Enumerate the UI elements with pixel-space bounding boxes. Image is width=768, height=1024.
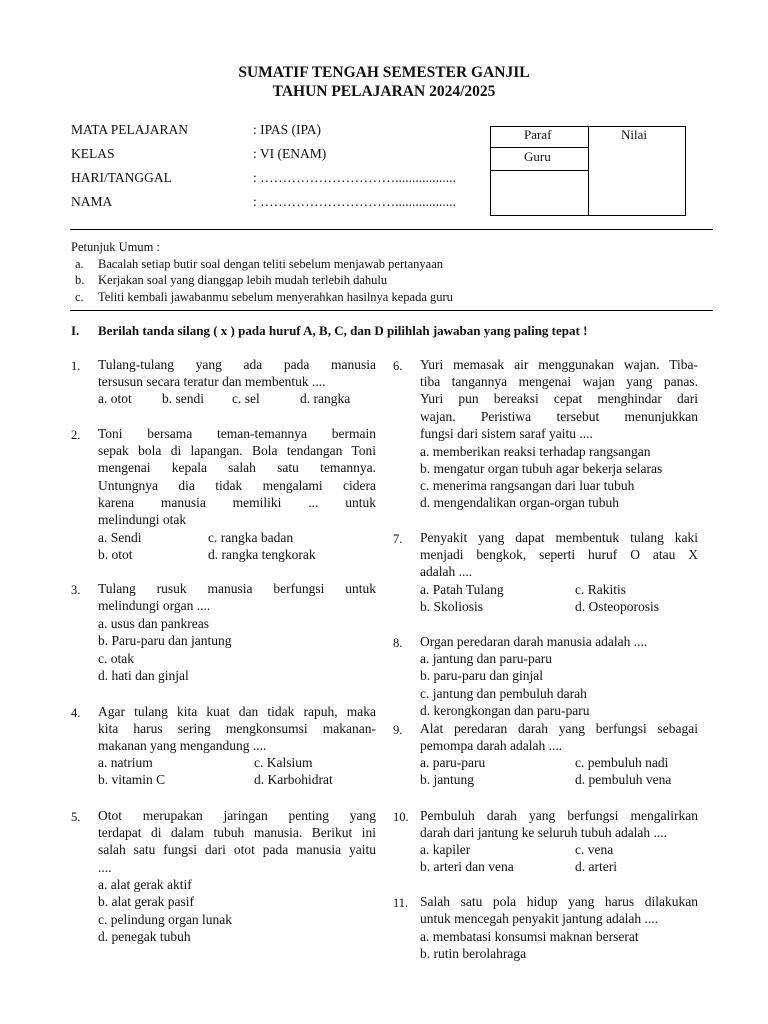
nilai-label: Nilai (621, 127, 647, 142)
question-10-option[interactable]: b. arteri dan vena (420, 859, 514, 874)
question-number: 5. (71, 810, 81, 824)
question-7-option[interactable]: d. Osteoporosis (575, 599, 659, 614)
question-number: 9. (393, 723, 403, 737)
question-8-text: Organ peredaran darah manusia adalah .... (420, 634, 648, 649)
label-class: KELAS (71, 146, 115, 161)
question-9-option[interactable]: d. pembuluh vena (575, 772, 672, 787)
value-subject: : IPAS (IPA) (253, 122, 322, 137)
question-4-option[interactable]: b. vitamin C (98, 772, 166, 787)
question-4-text: Agar tulang kita kuat dan tidak rapuh, maka kita harus sering mengkonsumsi makanan- makanan yang mengandung .... (98, 704, 376, 754)
question-10-option[interactable]: c. vena (575, 842, 614, 857)
question-10-option[interactable]: a. kapiler (420, 842, 471, 857)
question-11-option[interactable]: b. rutin berolahraga (420, 946, 527, 961)
question-number: 6. (393, 359, 403, 373)
question-10-option[interactable]: d. arteri (575, 859, 617, 874)
question-7-text: Penyakit yang dapat membentuk tulang kaki menjadi bengkok, seperti huruf O atau X adalah .... (420, 530, 698, 580)
question-9-text: Alat peredaran darah yang berfungsi sebagai pemompa darah adalah .... (420, 721, 698, 754)
question-3-option[interactable]: d. hati dan ginjal (98, 668, 189, 683)
instruction-item: Teliti kembali jawabanmu sebelum menyerahkan hasilnya kepada guru (98, 290, 453, 304)
question-number: 8. (393, 636, 403, 650)
question-number: 2. (71, 428, 81, 442)
question-8-option[interactable]: a. jantung dan paru-paru (420, 651, 552, 666)
document-title: SUMATIF TENGAH SEMESTER GANJIL (238, 64, 530, 81)
document-subtitle: TAHUN PELAJARAN 2024/2025 (272, 83, 496, 100)
section-number: I. (71, 323, 80, 338)
question-6-text: Yuri memasak air menggunakan wajan. Tiba- tiba tangannya mengenai wajan yang panas. Yuri pun bereaksi cepat menghindar dari wajan. Peristiwa tersebut menunjukkan fungsi dari sistem saraf yaitu .... (420, 357, 698, 441)
question-4-option[interactable]: a. natrium (98, 755, 153, 770)
question-number: 10. (393, 810, 409, 824)
label-name: NAMA (71, 194, 113, 209)
question-1-text: Tulang-tulang yang ada pada manusia tersusun secara teratur dan membentuk .... (98, 357, 376, 390)
instructions-heading: Petunjuk Umum : (71, 240, 160, 254)
paraf-label: Paraf (524, 127, 552, 142)
question-7-option[interactable]: b. Skoliosis (420, 599, 484, 614)
question-3-option[interactable]: b. Paru-paru dan jantung (98, 633, 232, 648)
question-4-option[interactable]: c. Kalsium (254, 755, 313, 770)
question-9-option[interactable]: b. jantung (420, 772, 474, 787)
question-5-text: Otot merupakan jaringan penting yang terdapat di dalam tubuh manusia. Berikut ini salah satu fungsi dari otot pada manusia yaitu .... (98, 808, 376, 875)
question-6-option[interactable]: b. mengatur organ tubuh agar bekerja selaras (420, 461, 663, 476)
instruction-item: Bacalah setiap butir soal dengan teliti sebelum menjawab pertanyaan (98, 257, 444, 271)
section-instruction: Berilah tanda silang ( x ) pada huruf A, B, C, dan D pilihlah jawaban yang paling tepat ! (98, 323, 588, 338)
question-9-option[interactable]: a. paru-paru (420, 755, 486, 770)
question-6-option[interactable]: c. menerima rangsangan dari luar tubuh (420, 478, 635, 493)
question-7-option[interactable]: a. Patah Tulang (420, 582, 504, 597)
question-8-option[interactable]: b. paru-paru dan ginjal (420, 668, 543, 683)
question-5-option[interactable]: d. penegak tubuh (98, 929, 191, 944)
question-6-option[interactable]: d. mengendalikan organ-organ tubuh (420, 495, 619, 510)
instruction-marker: a. (75, 257, 84, 271)
question-9-option[interactable]: c. pembuluh nadi (575, 755, 669, 770)
question-2-option[interactable]: d. rangka tengkorak (208, 547, 316, 562)
question-2-text: Toni bersama teman-temannya bermain sepak bola di lapangan. Bola tendangan Toni mengenai kepala salah satu temannya. Untungnya dia tidak mengalami cidera karena manusia memiliki ... untuk melindungi otak (98, 426, 376, 528)
question-1-option[interactable]: b. sendi (162, 391, 204, 406)
question-11-option[interactable]: a. membatasi konsumsi maknan berserat (420, 929, 639, 944)
value-name: : ………………………….................. (253, 194, 456, 209)
question-number: 1. (71, 359, 81, 373)
question-1-option[interactable]: c. sel (232, 391, 260, 406)
divider-top (70, 229, 713, 230)
label-date: HARI/TANGGAL (71, 170, 172, 185)
question-8-option[interactable]: c. jantung dan pembuluh darah (420, 686, 587, 701)
question-11-text: Salah satu pola hidup yang harus dilakukan untuk mencegah penyakit jantung adalah .... (420, 894, 698, 927)
signature-grade-box (490, 126, 686, 216)
question-7-option[interactable]: c. Rakitis (575, 582, 626, 597)
question-4-option[interactable]: d. Karbohidrat (254, 772, 333, 787)
question-3-option[interactable]: c. otak (98, 651, 134, 666)
question-10-text: Pembuluh darah yang berfungsi mengalirkan darah dari jantung ke seluruh tubuh adalah .... (420, 808, 698, 841)
instruction-marker: c. (75, 290, 84, 304)
instruction-item: Kerjakan soal yang dianggap lebih mudah terlebih dahulu (98, 273, 388, 287)
value-date: : ………………………….................. (253, 170, 456, 185)
instruction-marker: b. (75, 273, 85, 287)
question-2-option[interactable]: a. Sendi (98, 530, 142, 545)
question-5-option[interactable]: c. pelindung organ lunak (98, 912, 232, 927)
question-3-text: Tulang rusuk manusia berfungsi untuk melindungi organ .... (98, 581, 376, 614)
question-number: 11. (393, 896, 409, 910)
question-number: 7. (393, 532, 403, 546)
question-6-option[interactable]: a. memberikan reaksi terhadap rangsangan (420, 444, 651, 459)
question-1-option[interactable]: a. otot (98, 391, 132, 406)
label-subject: MATA PELAJARAN (71, 122, 189, 137)
question-1-option[interactable]: d. rangka (300, 391, 351, 406)
question-2-option[interactable]: b. otot (98, 547, 133, 562)
divider-instructions (70, 310, 713, 311)
question-2-option[interactable]: c. rangka badan (208, 530, 294, 545)
question-5-option[interactable]: b. alat gerak pasif (98, 894, 194, 909)
question-number: 4. (71, 706, 81, 720)
value-class: : VI (ENAM) (253, 146, 327, 161)
question-number: 3. (71, 583, 81, 597)
guru-label: Guru (524, 149, 551, 164)
question-5-option[interactable]: a. alat gerak aktif (98, 877, 192, 892)
question-8-option[interactable]: d. kerongkongan dan paru-paru (420, 703, 590, 718)
question-3-option[interactable]: a. usus dan pankreas (98, 616, 209, 631)
